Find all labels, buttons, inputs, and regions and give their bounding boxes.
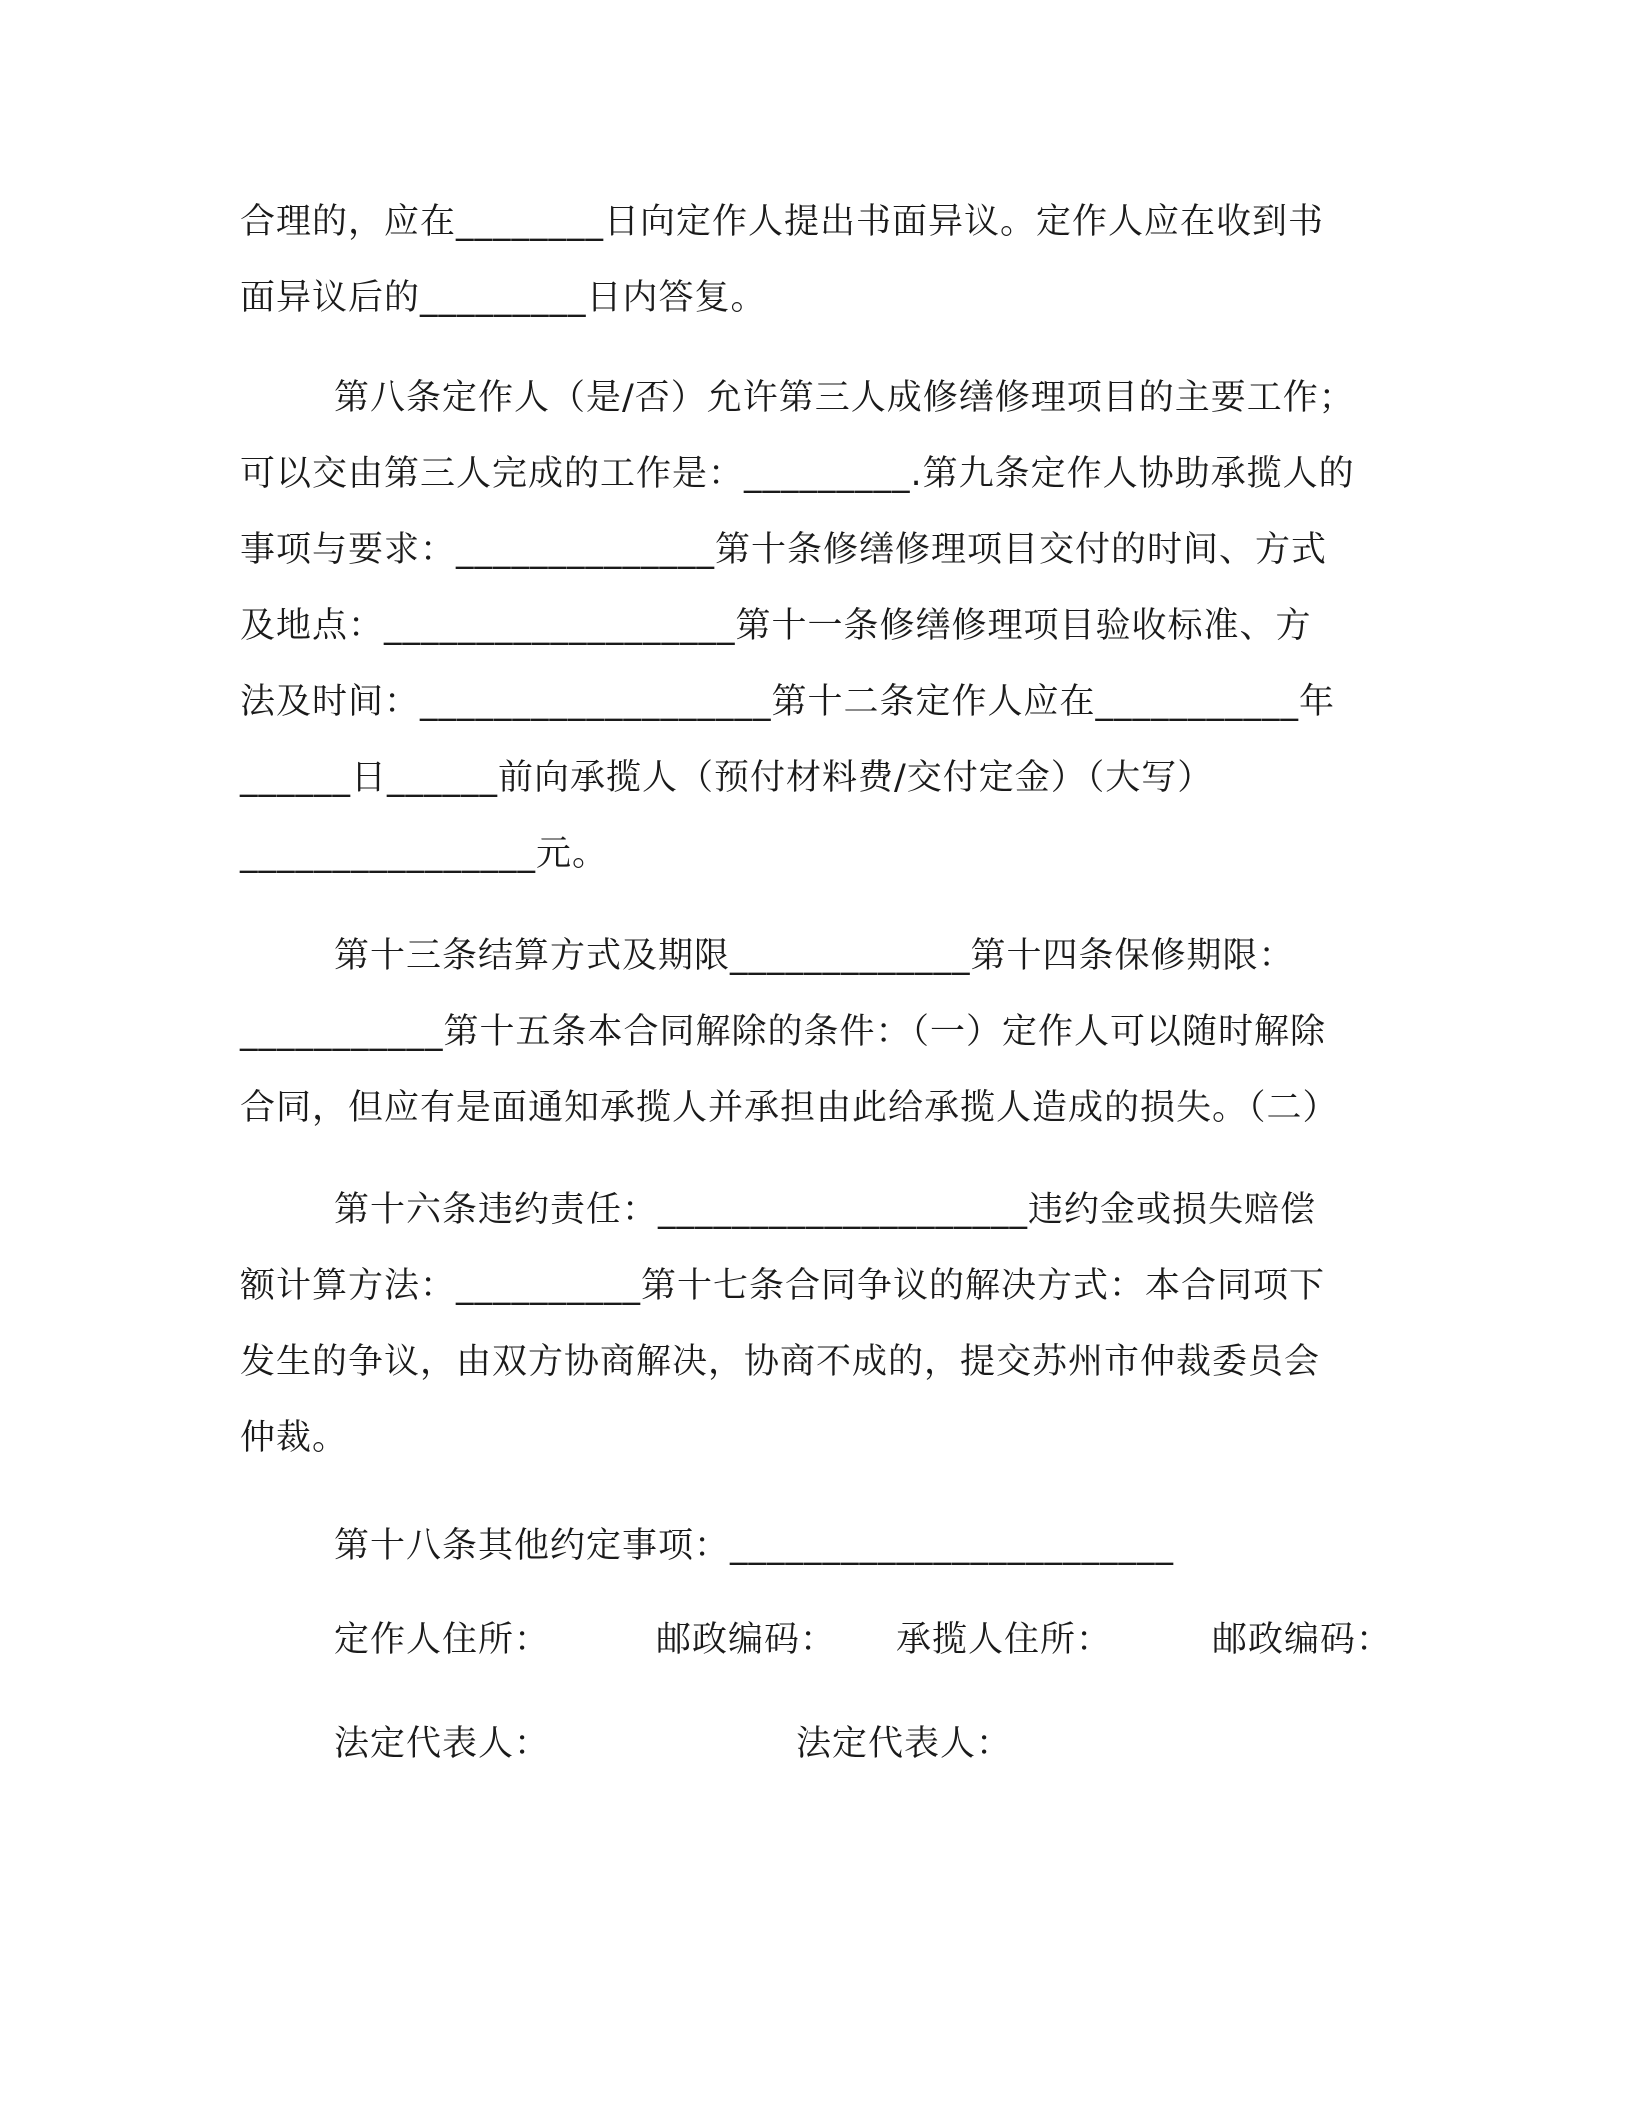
text-line-article-10-11: 及地点：___________________第十一条修缮修理项目验收标准、方	[240, 606, 1312, 646]
text-line-article-17-cont: 发生的争议，由双方协商解决，协商不成的，提交苏州市仲裁委员会	[240, 1342, 1321, 1382]
text-line-objection-period: 合理的，应在________日向定作人提出书面异议。定作人应在收到书	[240, 202, 1325, 242]
text-line-article-8-9: 可以交由第三人完成的工作是：_________.第九条定作人协助承揽人的	[240, 454, 1355, 494]
text-line-article-8: 第八条定作人（是/否）允许第三人成修缮修理项目的主要工作；	[334, 378, 1355, 418]
contractor-address-label: 承揽人住所：	[896, 1620, 1113, 1660]
text-line-article-12-amount: ________________元。	[240, 834, 609, 874]
text-line-article-11-12: 法及时间：___________________第十二条定作人应在___________年	[240, 682, 1336, 722]
contractor-postcode-label: 邮政编码：	[1212, 1620, 1393, 1660]
client-legal-rep-label: 法定代表人：	[334, 1724, 551, 1764]
text-line-article-18: 第十八条其他约定事项：________________________	[334, 1526, 1175, 1566]
text-line-arbitration: 仲裁。	[240, 1418, 349, 1458]
text-line-article-15-cont: 合同，但应有是面通知承揽人并承担由此给承揽人造成的损失。（二）	[240, 1088, 1339, 1128]
client-address-label: 定作人住所：	[334, 1620, 551, 1660]
contractor-legal-rep-label: 法定代表人：	[796, 1724, 1013, 1764]
text-line-article-15: ___________第十五条本合同解除的条件：（一）定作人可以随时解除	[240, 1012, 1327, 1052]
client-postcode-label: 邮政编码：	[656, 1620, 837, 1660]
text-line-article-9-10: 事项与要求：______________第十条修缮修理项目交付的时间、方式	[240, 530, 1328, 570]
text-line-article-12-date: ______日______前向承揽人（预付材料费/交付定金）（大写）	[240, 758, 1214, 798]
text-line-reply-period: 面异议后的_________日内答复。	[240, 278, 767, 318]
text-line-article-16-17: 额计算方法：__________第十七条合同争议的解决方式：本合同项下	[240, 1266, 1326, 1306]
text-line-article-13-14: 第十三条结算方式及期限_____________第十四条保修期限：	[334, 936, 1295, 976]
text-line-article-16: 第十六条违约责任：____________________违约金或损失赔偿	[334, 1190, 1317, 1230]
